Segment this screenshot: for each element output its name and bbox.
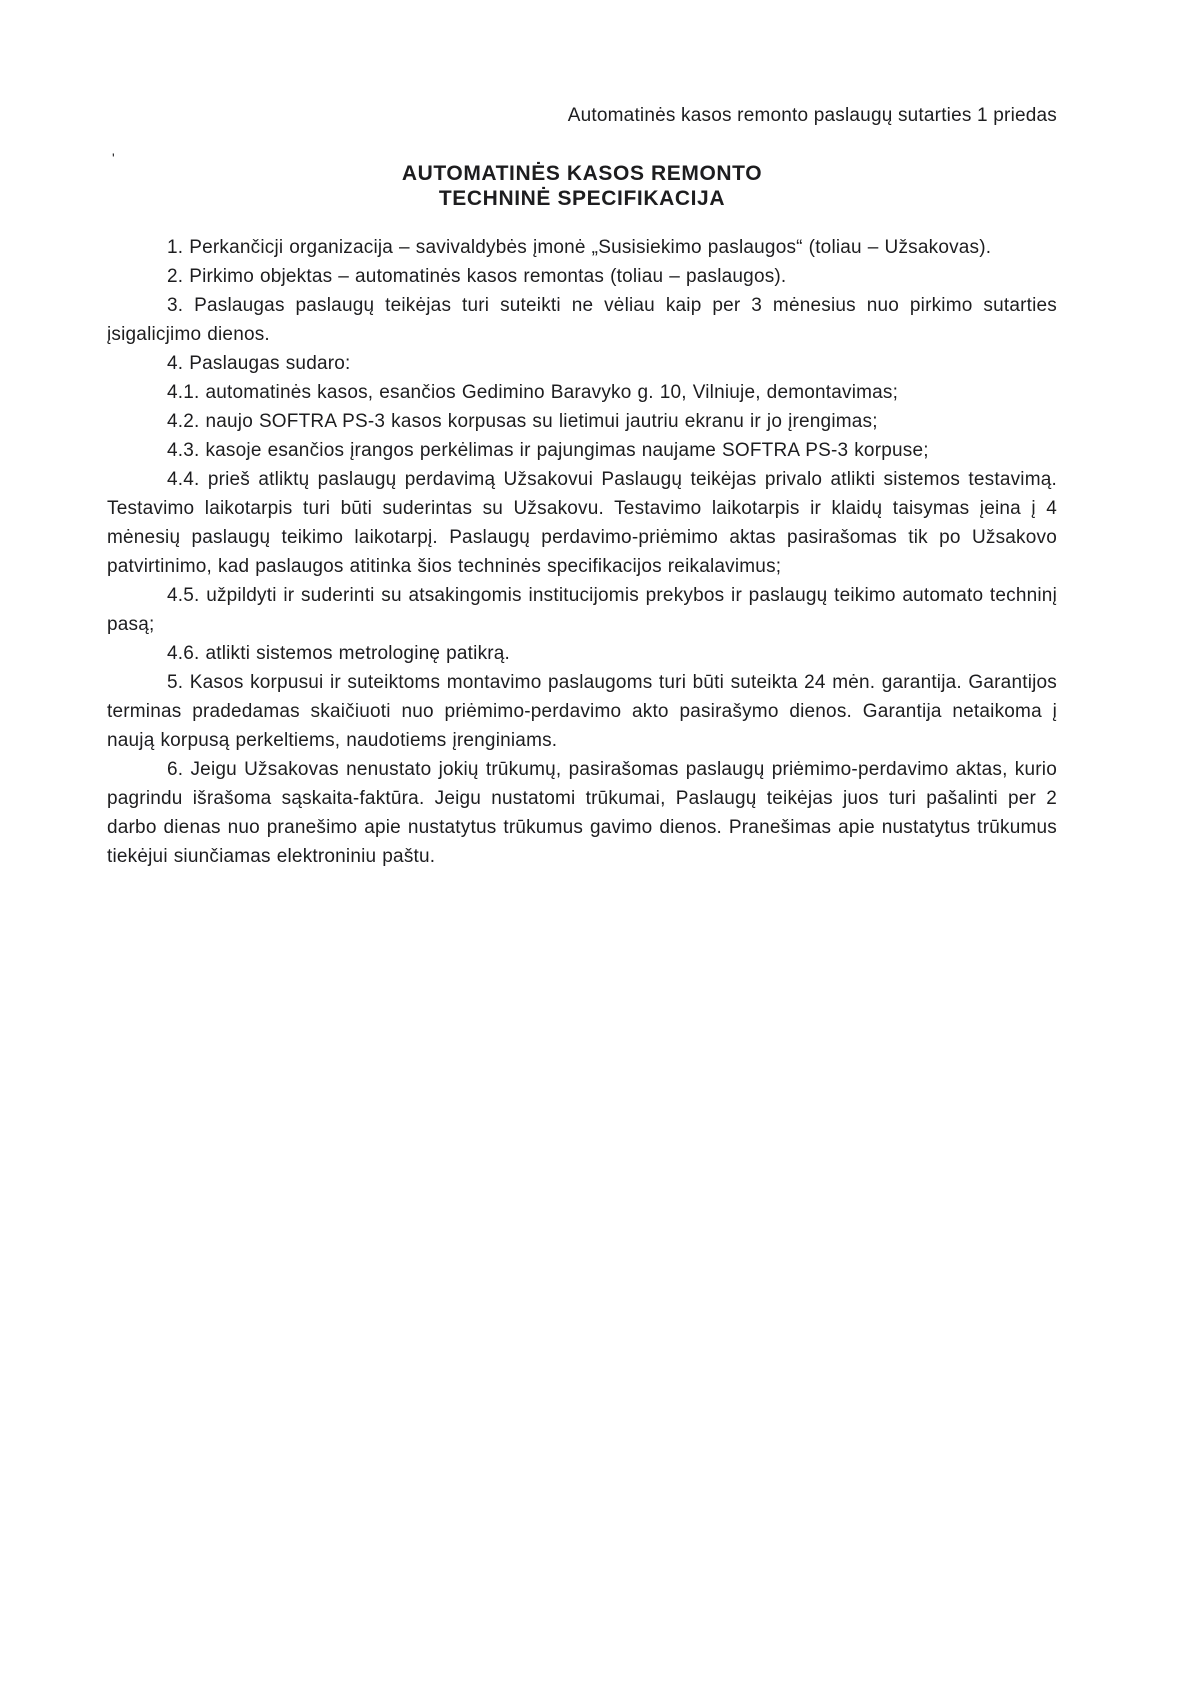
paragraph-2: 2. Pirkimo objektas – automatinės kasos remontas (toliau – paslaugos). [167, 266, 787, 287]
stray-apostrophe-mark: ' [112, 150, 115, 166]
document-body [107, 233, 1057, 871]
paragraph-4-4: 4.4. prieš atliktų paslaugų perdavimą Užsakovui Paslaugų teikėjas privalo atlikti sistemos testavimą. Testavimo laikotarpis turi būti suderintas su Užsakovu. Testavimo laikotarpis ir klaidų taisymas įeina į 4 mėnesių paslaugų teikimo laikotarpį. Paslaugų perdavimo-priėmimo aktas pasirašomas tik po Užsakovo patvirtinimo, kad paslaugos atitinka šios techninės specifikacijos reikalavimus; [107, 469, 1057, 577]
paragraph-4-5: 4.5. užpildyti ir suderinti su atsakingomis institucijomis prekybos ir paslaugų teikimo automato techninį pasą; [107, 585, 1057, 635]
paragraph-4-3: 4.3. kasoje esančios įrangos perkėlimas ir pajungimas naujame SOFTRA PS-3 korpuse; [167, 440, 929, 461]
annex-header-note: Automatinės kasos remonto paslaugų sutarties 1 priedas [567, 105, 1057, 126]
paragraph-4-6: 4.6. atlikti sistemos metrologinę patikrą. [167, 643, 511, 664]
document-title-line2: TECHNINĖ SPECIFIKACIJA [438, 187, 726, 210]
document-title [107, 161, 1057, 211]
paragraph-5: 5. Kasos korpusui ir suteiktoms montavimo paslaugoms turi būti suteikta 24 mėn. garantija. Garantijos terminas pradedamas skaičiuoti nuo priėmimo-perdavimo akto pasirašymo dienos. Garantija netaikoma į naują korpusą perkeltiems, naudotiems įrenginiams. [107, 672, 1057, 751]
paragraph-4-1: 4.1. automatinės kasos, esančios Gedimino Baravyko g. 10, Vilniuje, demontavimas; [167, 382, 899, 403]
paragraph-3: 3. Paslaugas paslaugų teikėjas turi suteikti ne vėliau kaip per 3 mėnesius nuo pirkimo sutarties įsigalicjimo dienos. [107, 295, 1057, 345]
paragraph-6: 6. Jeigu Užsakovas nenustato jokių trūkumų, pasirašomas paslaugų priėmimo-perdavimo aktas, kurio pagrindu išrašoma sąskaita-faktūra. Jeigu nustatomi trūkumai, Paslaugų teikėjas juos turi pašalinti per 2 darbo dienas nuo pranešimo apie nustatytus trūkumus gavimo dienos. Pranešimas apie nustatytus trūkumus tiekėjui siunčiamas elektroniniu paštu. [107, 759, 1057, 867]
paragraph-4: 4. Paslaugas sudaro: [167, 353, 351, 374]
paragraph-4-2: 4.2. naujo SOFTRA PS-3 kasos korpusas su lietimui jautriu ekranu ir jo įrengimas; [167, 411, 878, 432]
document-title-line1: AUTOMATINĖS KASOS REMONTO [401, 162, 763, 185]
paragraph-1: 1. Perkančicji organizacija – savivaldybės įmonė „Susisiekimo paslaugos“ (toliau – Užsakovas). [167, 237, 992, 258]
